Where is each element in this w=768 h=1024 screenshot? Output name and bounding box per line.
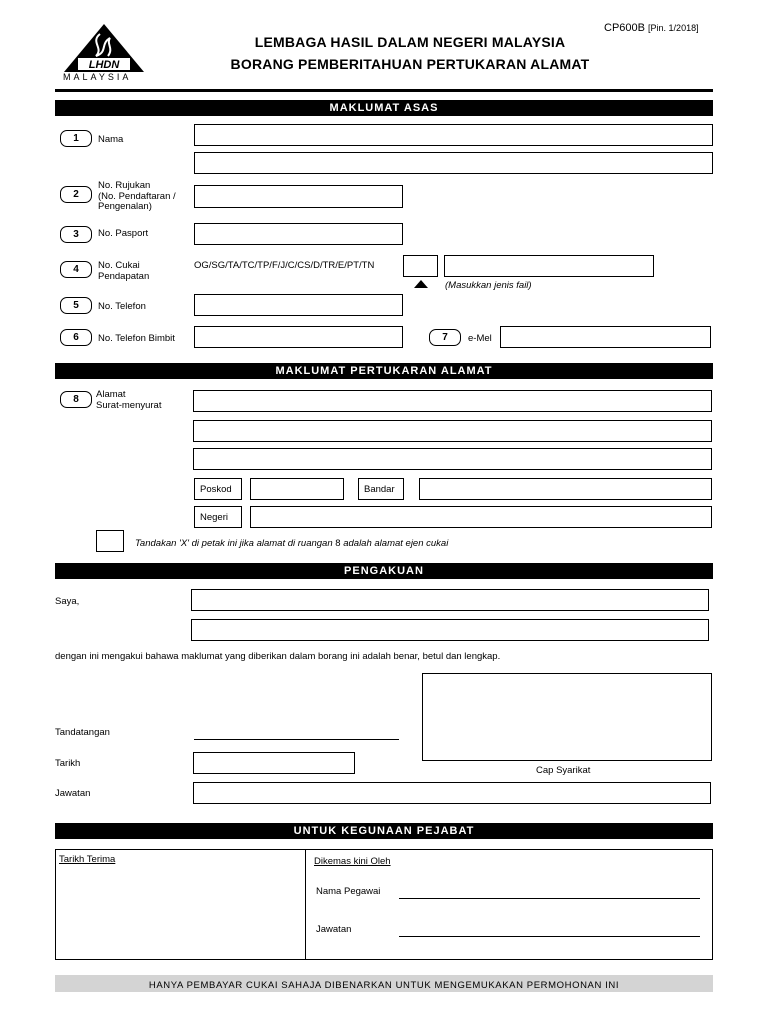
cukai-label-2: Pendapatan — [98, 271, 150, 282]
saya-input-line1[interactable] — [191, 589, 709, 611]
ejen-note-b: adalah alamat ejen cukai — [343, 538, 449, 549]
cukai-file-codes: OG/SG/TA/TC/TP/F/J/C/CS/D/TR/E/PT/TN — [194, 260, 375, 271]
field-number-6: 6 — [60, 329, 92, 346]
logo-country: MALAYSIA — [63, 72, 132, 82]
saya-label: Saya, — [55, 596, 80, 607]
ejen-cukai-checkbox[interactable] — [96, 530, 124, 552]
tarikh-terima-label: Tarikh Terima — [59, 854, 116, 865]
pejabat-jawatan-label: Jawatan — [316, 924, 352, 935]
jawatan-input[interactable] — [193, 782, 711, 804]
rujukan-label-1: No. Rujukan — [98, 180, 151, 191]
cap-syarikat-box[interactable] — [422, 673, 712, 761]
jawatan-label: Jawatan — [55, 788, 91, 799]
emel-label: e-Mel — [468, 333, 492, 344]
tandatangan-line[interactable] — [194, 739, 399, 740]
header-rule — [55, 89, 713, 92]
dikemas-label: Dikemas kini Oleh — [314, 856, 391, 867]
pasport-input[interactable] — [194, 223, 403, 245]
section-pengakuan: PENGAKUAN — [55, 563, 713, 579]
negeri-input[interactable] — [250, 506, 712, 528]
ejen-note-num: 8 — [335, 538, 341, 549]
field-number-2: 2 — [60, 186, 92, 203]
negeri-label: Negeri — [200, 512, 228, 523]
cukai-label-1: No. Cukai — [98, 260, 140, 271]
nama-label: Nama — [98, 134, 124, 145]
field-number-1: 1 — [60, 130, 92, 147]
alamat-input-line1[interactable] — [193, 390, 712, 412]
alamat-label-1: Alamat — [96, 389, 126, 400]
bimbit-input[interactable] — [194, 326, 403, 348]
nama-pegawai-line[interactable] — [399, 898, 700, 899]
field-number-7: 7 — [429, 329, 461, 346]
alamat-input-line3[interactable] — [193, 448, 712, 470]
footer-banner — [55, 975, 713, 992]
negeri-label-box — [194, 506, 242, 528]
tandatangan-label: Tandatangan — [55, 727, 110, 738]
pasport-label: No. Pasport — [98, 228, 149, 239]
footer-text: HANYA PEMBAYAR CUKAI SAHAJA DIBENARKAN UNTUK MENGEMUKAKAN PERMOHONAN INI — [148, 980, 620, 991]
bandar-label: Bandar — [364, 484, 395, 495]
nama-input-line1[interactable] — [194, 124, 713, 146]
cap-syarikat-label: Cap Syarikat — [536, 765, 591, 776]
logo-text: LHDN — [88, 59, 120, 71]
pejabat-jawatan-line[interactable] — [399, 936, 700, 937]
field-number-5: 5 — [60, 297, 92, 314]
form-pin: [Pin. 1/2018] — [648, 23, 699, 33]
bandar-label-box — [358, 478, 404, 500]
title-line1: LEMBAGA HASIL DALAM NEGERI MALAYSIA — [254, 34, 566, 50]
poskod-label-box — [194, 478, 242, 500]
telefon-input[interactable] — [194, 294, 403, 316]
field-number-4: 4 — [60, 261, 92, 278]
cukai-number-input[interactable] — [444, 255, 654, 277]
rujukan-label-3: Pengenalan) — [98, 201, 152, 212]
telefon-label: No. Telefon — [98, 301, 146, 312]
bimbit-label: No. Telefon Bimbit — [98, 333, 175, 344]
title-line2: BORANG PEMBERITAHUAN PERTUKARAN ALAMAT — [230, 56, 590, 72]
field-number-3: 3 — [60, 226, 92, 243]
alamat-label-2: Surat-menyurat — [96, 400, 162, 411]
ejen-note-a: Tandakan 'X' di petak ini jika alamat di ruangan — [135, 538, 333, 549]
tarikh-input[interactable] — [193, 752, 355, 774]
cukai-hint: (Masukkan jenis fail) — [445, 280, 532, 291]
rujukan-label-2: (No. Pendaftaran / — [98, 191, 176, 202]
nama-input-line2[interactable] — [194, 152, 713, 174]
poskod-input[interactable] — [250, 478, 344, 500]
nama-pegawai-label: Nama Pegawai — [316, 886, 381, 897]
cukai-type-input[interactable] — [403, 255, 438, 277]
saya-input-line2[interactable] — [191, 619, 709, 641]
section-kegunaan-pejabat: UNTUK KEGUNAAN PEJABAT — [55, 823, 713, 839]
pejabat-divider — [305, 849, 306, 960]
bandar-input[interactable] — [419, 478, 712, 500]
tarikh-label: Tarikh — [55, 758, 81, 769]
rujukan-input[interactable] — [194, 185, 403, 208]
ejen-cukai-note — [135, 538, 448, 549]
section-maklumat-asas: MAKLUMAT ASAS — [55, 100, 713, 116]
poskod-label: Poskod — [200, 484, 232, 495]
section-pertukaran-alamat: MAKLUMAT PERTUKARAN ALAMAT — [55, 363, 713, 379]
form-code-text: CP600B — [604, 22, 645, 34]
field-number-8: 8 — [60, 391, 92, 408]
form-code — [604, 22, 699, 34]
emel-input[interactable] — [500, 326, 711, 348]
pengakuan-statement: dengan ini mengakui bahawa maklumat yang diberikan dalam borang ini adalah benar, betul dan lengkap. — [55, 651, 501, 662]
arrow-up-icon — [414, 280, 428, 288]
alamat-input-line2[interactable] — [193, 420, 712, 442]
